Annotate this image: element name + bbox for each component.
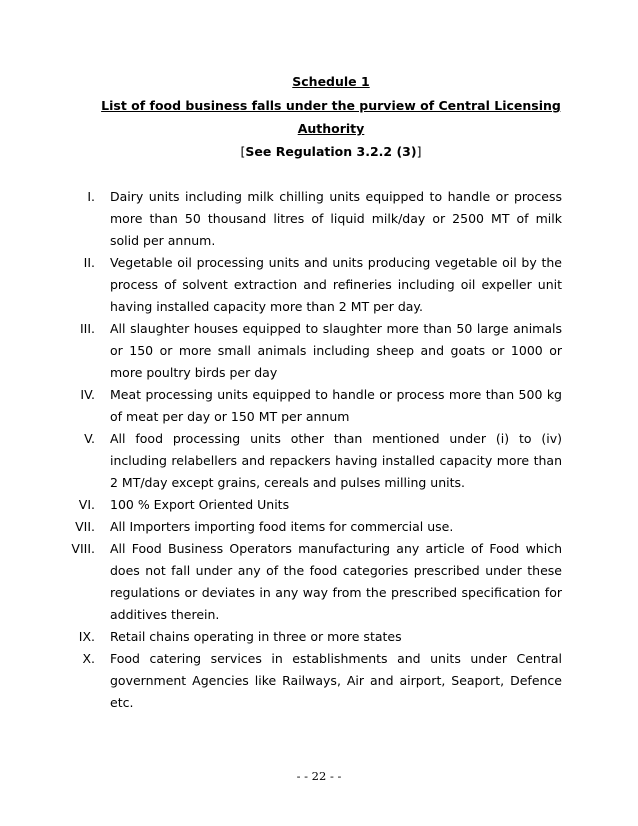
list-item-text-line: having installed capacity more than 2 MT per day. bbox=[110, 299, 424, 314]
list-item-numeral: V. bbox=[84, 431, 95, 446]
list-item-text-line: or 150 or more small animals including sheep and goats or 1000 or bbox=[110, 343, 562, 358]
list-item-text-line: more poultry birds per day bbox=[110, 365, 278, 380]
list-item-text-line: Retail chains operating in three or more states bbox=[110, 629, 402, 644]
schedule-subtitle-line-1: List of food business falls under the purview of Central Licensing bbox=[101, 98, 561, 113]
regulation-reference bbox=[100, 144, 562, 159]
list-item-numeral: IX. bbox=[78, 629, 95, 644]
list-item-numeral: VI. bbox=[78, 497, 95, 512]
list-item-numeral: I. bbox=[87, 189, 95, 204]
schedule-subtitle-line-2: Authority bbox=[297, 121, 365, 136]
list-item-text-line: Food catering services in establishments and units under Central bbox=[110, 651, 562, 666]
list-item-text-line: more than 50 thousand litres of liquid milk/day or 2500 MT of milk bbox=[110, 211, 562, 226]
list-item-text-line: additives therein. bbox=[110, 607, 220, 622]
regulation-bracket-close: ] bbox=[416, 144, 422, 159]
list-item-text-line: does not fall under any of the food categories prescribed under these bbox=[110, 563, 562, 578]
list-item-numeral: VII. bbox=[75, 519, 95, 534]
list-item-text-line: Meat processing units equipped to handle or process more than 500 kg bbox=[110, 387, 562, 402]
list-item-numeral: II. bbox=[83, 255, 95, 270]
list-item-text-line: Dairy units including milk chilling units equipped to handle or process bbox=[110, 189, 562, 204]
list-item-text-line: including relabellers and repackers having installed capacity more than bbox=[110, 453, 562, 468]
list-item-numeral: X. bbox=[82, 651, 95, 666]
list-item-numeral: VIII. bbox=[71, 541, 95, 556]
list-item-text-line: Vegetable oil processing units and units producing vegetable oil by the bbox=[110, 255, 562, 270]
list-item-text-line: 2 MT/day except grains, cereals and pulses milling units. bbox=[110, 475, 465, 490]
regulation-bracket-open: [ bbox=[240, 144, 246, 159]
list-item-text-line: All Importers importing food items for commercial use. bbox=[110, 519, 454, 534]
list-item-text-line: 100 % Export Oriented Units bbox=[110, 497, 290, 512]
page-number: - - 22 - - bbox=[296, 769, 342, 783]
list-item-text-line: solid per annum. bbox=[110, 233, 216, 248]
list-item-text-line: regulations or deviates in any way from the prescribed specification for bbox=[110, 585, 562, 600]
list-item-text-line: All Food Business Operators manufacturing any article of Food which bbox=[110, 541, 562, 556]
list-item-text-line: process of solvent extraction and refineries including oil expeller unit bbox=[110, 277, 562, 292]
list-item-text-line: government Agencies like Railways, Air and airport, Seaport, Defence bbox=[110, 673, 562, 688]
list-item-numeral: III. bbox=[79, 321, 95, 336]
list-item-text-line: All food processing units other than mentioned under (i) to (iv) bbox=[110, 431, 562, 446]
schedule-title: Schedule 1 bbox=[292, 74, 370, 89]
list-item-numeral: IV. bbox=[80, 387, 95, 402]
list-item-text-line: All slaughter houses equipped to slaughter more than 50 large animals bbox=[110, 321, 562, 336]
list-item-text-line: etc. bbox=[110, 695, 134, 710]
regulation-text: See Regulation 3.2.2 (3) bbox=[245, 144, 417, 159]
list-item-text-line: of meat per day or 150 MT per annum bbox=[110, 409, 350, 424]
